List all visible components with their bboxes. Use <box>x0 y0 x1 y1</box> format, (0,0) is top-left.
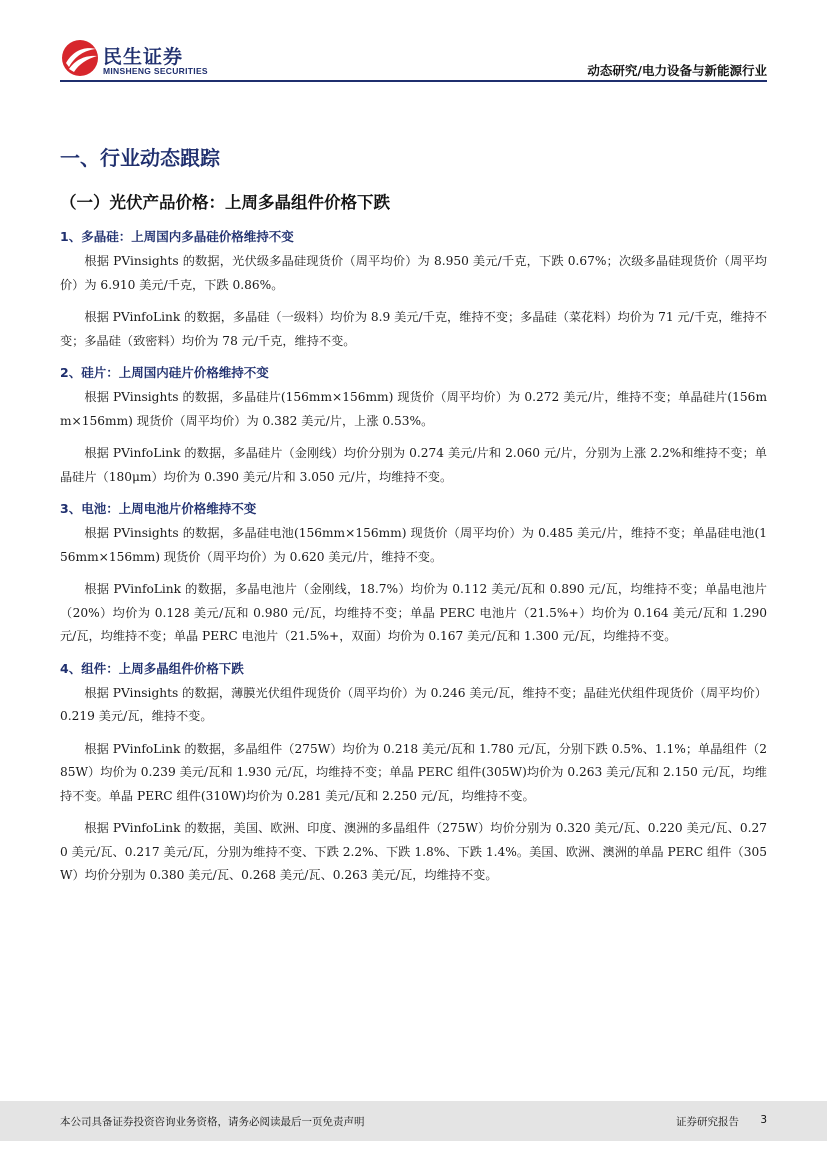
footer-report-label: 证券研究报告 <box>676 1116 739 1128</box>
paragraph: 根据 PVinsights 的数据，多晶硅电池(156mm×156mm) 现货价（周平均价）为 0.485 美元/片，维持不变；单晶硅电池(156mm×156mm) 现货价（周平均价）为 0.620 美元/片，维持不变。 <box>60 526 767 564</box>
item-polysilicon <box>60 226 767 353</box>
paragraph: 根据 PVinsights 的数据，薄膜光伏组件现货价（周平均价）为 0.246 美元/瓦，维持不变；晶硅光伏组件现货价（周平均价）0.219 美元/瓦，维持不变。 <box>60 685 767 723</box>
paragraph: 根据 PVinsights 的数据，多晶硅片(156mm×156mm) 现货价（周平均价）为 0.272 美元/片，维持不变；单晶硅片(156mm×156mm) 现货价（周平均价）为 0.382 美元/片，上涨 0.53%。 <box>60 390 767 428</box>
item-heading: 1、多晶硅：上周国内多晶硅价格维持不变 <box>60 229 294 244</box>
subsection-title: （一）光伏产品价格：上周多晶组件价格下跌 <box>60 193 390 212</box>
company-logo <box>60 38 220 78</box>
item-wafer <box>60 362 767 489</box>
header-divider <box>60 80 767 82</box>
paragraph: 根据 PVinsights 的数据，光伏级多晶硅现货价（周平均价）为 8.950 美元/千克，下跌 0.67%；次级多晶硅现货价（周平均价）为 6.910 美元/千克，下跌 0.86%。 <box>60 254 767 292</box>
item-heading: 3、电池：上周电池片价格维持不变 <box>60 501 257 516</box>
brand-name-cn: 民生证券 <box>103 46 184 68</box>
report-type: 动态研究/电力设备与新能源行业 <box>587 63 767 78</box>
paragraph: 根据 PVinfoLink 的数据，美国、欧洲、印度、澳洲的多晶组件（275W）均价分别为 0.320 美元/瓦、0.220 美元/瓦、0.270 美元/瓦、0.217 美元/瓦，分别为维持不变、下跌 2.2%、下跌 1.8%、下跌 1.4%。美国、欧洲、澳洲的单晶 PERC 组件（305W）均价分别为 0.380 美元/瓦、0.268 美元/瓦、0.263 美元/瓦，均维持不变。 <box>60 821 767 882</box>
item-cell <box>60 498 767 649</box>
paragraph: 根据 PVinfoLink 的数据，多晶硅片（金刚线）均价分别为 0.274 美元/片和 2.060 元/片，分别为上涨 2.2%和维持不变；单晶硅片（180μm）均价为 0.390 美元/片和 3.050 元/片，均维持不变。 <box>60 446 767 484</box>
main-content <box>60 142 767 897</box>
item-module <box>60 658 767 888</box>
paragraph: 根据 PVinfoLink 的数据，多晶电池片（金刚线，18.7%）均价为 0.112 美元/瓦和 0.890 元/瓦，均维持不变；单晶电池片（20%）均价为 0.128 美元/瓦和 0.980 元/瓦，均维持不变；单晶 PERC 电池片（21.5%+）均价为 0.164 美元/瓦和 1.290 元/瓦，均维持不变；单晶 PERC 电池片（21.5%+，双面）均价为 0.167 美元/瓦和 1.300 元/瓦，均维持不变。 <box>60 582 767 643</box>
page-header <box>0 0 827 84</box>
brand-name-en: MINSHENG SECURITIES <box>103 66 208 76</box>
page-footer <box>0 1101 827 1141</box>
item-heading: 4、组件：上周多晶组件价格下跌 <box>60 660 244 676</box>
disclaimer-text: 本公司具备证券投资咨询业务资格，请务必阅读最后一页免责声明 <box>60 1116 365 1128</box>
section-title: 一、行业动态跟踪 <box>60 146 220 170</box>
paragraph: 根据 PVinfoLink 的数据，多晶组件（275W）均价为 0.218 美元/瓦和 1.780 元/瓦，分别下跌 0.5%、1.1%；单晶组件（285W）均价为 0.239 美元/瓦和 1.930 元/瓦，均维持不变；单晶 PERC 组件(305W)均价为 0.263 美元/瓦和 2.150 元/瓦，均维持不变。单晶 PERC 组件(310W)均价为 0.281 美元/瓦和 2.250 元/瓦，均维持不变。 <box>60 741 767 803</box>
item-heading: 2、硅片：上周国内硅片价格维持不变 <box>60 365 269 380</box>
paragraph: 根据 PVinfoLink 的数据，多晶硅（一级料）均价为 8.9 美元/千克，维持不变；多晶硅（菜花料）均价为 71 元/千克，维持不变；多晶硅（致密料）均价为 78 元/千克，维持不变。 <box>60 310 767 348</box>
logo-mark-icon <box>60 38 100 78</box>
page-number: 3 <box>760 1114 767 1126</box>
